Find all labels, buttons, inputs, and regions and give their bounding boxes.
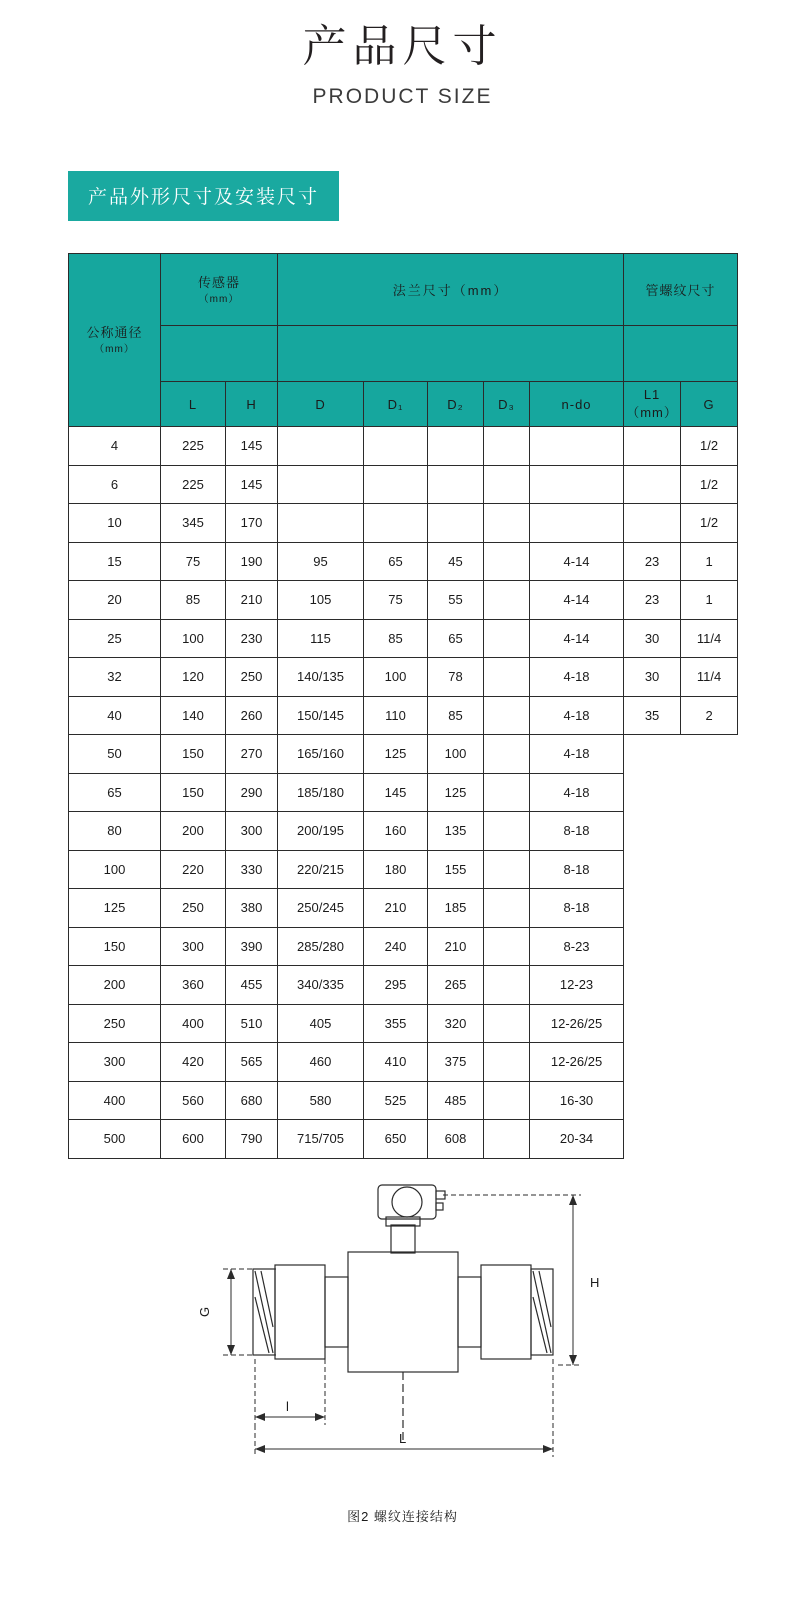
cell-ndo: 8-18 [530, 889, 624, 928]
cell-D3 [484, 889, 530, 928]
cell-D3 [484, 927, 530, 966]
cell-ndo: 4-14 [530, 581, 624, 620]
cell-H: 145 [226, 465, 278, 504]
cell-H: 210 [226, 581, 278, 620]
cell-G [681, 1004, 738, 1043]
cell-L: 75 [161, 542, 226, 581]
table-row [69, 1120, 738, 1159]
cell-D1 [364, 427, 428, 466]
cell-D3 [484, 581, 530, 620]
header-sensor-label: 传感器 [198, 274, 241, 290]
figure-label-diameter: G [196, 1306, 212, 1317]
cell-D1: 145 [364, 773, 428, 812]
cell-D1 [364, 465, 428, 504]
cell-nominal-diameter: 250 [69, 1004, 161, 1043]
cell-D3 [484, 427, 530, 466]
cell-D1: 100 [364, 658, 428, 697]
page-header [0, 0, 805, 109]
cell-nominal-diameter: 20 [69, 581, 161, 620]
cell-H: 170 [226, 504, 278, 543]
cell-D: 285/280 [278, 927, 364, 966]
cell-D1: 525 [364, 1081, 428, 1120]
cell-D1: 650 [364, 1120, 428, 1159]
cell-D: 105 [278, 581, 364, 620]
cell-D2: 55 [428, 581, 484, 620]
cell-nominal-diameter: 65 [69, 773, 161, 812]
cell-G [681, 735, 738, 774]
cell-ndo: 4-18 [530, 773, 624, 812]
threaded-connection-diagram [103, 1177, 703, 1497]
cell-D2 [428, 465, 484, 504]
cell-D3 [484, 773, 530, 812]
cell-D2: 85 [428, 696, 484, 735]
cell-nominal-diameter: 125 [69, 889, 161, 928]
table-row [69, 581, 738, 620]
table-header-row-groups [69, 254, 738, 326]
cell-L1 [624, 504, 681, 543]
cell-nominal-diameter: 4 [69, 427, 161, 466]
header-col-D1: D₁ [364, 382, 428, 427]
cell-G: 1/2 [681, 504, 738, 543]
cell-L: 150 [161, 773, 226, 812]
header-sensor-unit: （mm） [198, 294, 240, 306]
header-col-D: D [278, 382, 364, 427]
cell-D3 [484, 1081, 530, 1120]
cell-L: 600 [161, 1120, 226, 1159]
table-row [69, 812, 738, 851]
cell-D3 [484, 1043, 530, 1082]
cell-L1: 30 [624, 619, 681, 658]
cell-D2: 210 [428, 927, 484, 966]
cell-D1: 180 [364, 850, 428, 889]
cell-G: 1 [681, 542, 738, 581]
cell-H: 790 [226, 1120, 278, 1159]
table-row [69, 1004, 738, 1043]
size-table-container [0, 253, 805, 1159]
cell-ndo: 4-14 [530, 542, 624, 581]
cell-L1 [624, 889, 681, 928]
cell-D: 95 [278, 542, 364, 581]
cell-D3 [484, 504, 530, 543]
cell-L: 400 [161, 1004, 226, 1043]
cell-L: 345 [161, 504, 226, 543]
cell-ndo: 12-26/25 [530, 1043, 624, 1082]
cell-nominal-diameter: 10 [69, 504, 161, 543]
cell-G: 11/4 [681, 658, 738, 697]
cell-D1: 65 [364, 542, 428, 581]
cell-H: 380 [226, 889, 278, 928]
cell-G: 1/2 [681, 427, 738, 466]
cell-nominal-diameter: 150 [69, 927, 161, 966]
figure-label-height: H [589, 1274, 599, 1290]
cell-nominal-diameter: 300 [69, 1043, 161, 1082]
cell-D [278, 465, 364, 504]
cell-G [681, 927, 738, 966]
table-row [69, 966, 738, 1005]
cell-D2: 265 [428, 966, 484, 1005]
cell-D3 [484, 658, 530, 697]
table-row [69, 1043, 738, 1082]
cell-H: 390 [226, 927, 278, 966]
cell-G: 1/2 [681, 465, 738, 504]
cell-H: 230 [226, 619, 278, 658]
table-row [69, 427, 738, 466]
table-head [69, 254, 738, 427]
cell-H: 680 [226, 1081, 278, 1120]
figure-label-total-length: L [398, 1430, 406, 1446]
cell-ndo: 12-26/25 [530, 1004, 624, 1043]
cell-D1: 295 [364, 966, 428, 1005]
cell-H: 330 [226, 850, 278, 889]
cell-D: 140/135 [278, 658, 364, 697]
cell-L1 [624, 1081, 681, 1120]
cell-ndo: 8-23 [530, 927, 624, 966]
cell-L: 360 [161, 966, 226, 1005]
header-col-D3: D₃ [484, 382, 530, 427]
cell-D3 [484, 619, 530, 658]
header-col-G: G [681, 382, 738, 427]
cell-D2: 155 [428, 850, 484, 889]
cell-ndo [530, 427, 624, 466]
header-col-H: H [226, 382, 278, 427]
cell-nominal-diameter: 500 [69, 1120, 161, 1159]
cell-H: 190 [226, 542, 278, 581]
cell-ndo: 8-18 [530, 812, 624, 851]
cell-nominal-diameter: 25 [69, 619, 161, 658]
cell-ndo: 4-14 [530, 619, 624, 658]
table-row [69, 1081, 738, 1120]
cell-D2: 135 [428, 812, 484, 851]
cell-D2: 375 [428, 1043, 484, 1082]
cell-D1: 75 [364, 581, 428, 620]
table-header-row-sub [69, 382, 738, 427]
cell-H: 260 [226, 696, 278, 735]
table-row [69, 619, 738, 658]
cell-ndo: 12-23 [530, 966, 624, 1005]
cell-L1 [624, 1043, 681, 1082]
cell-L: 140 [161, 696, 226, 735]
cell-nominal-diameter: 100 [69, 850, 161, 889]
cell-D: 580 [278, 1081, 364, 1120]
table-header-row-spacer [69, 326, 738, 382]
cell-D: 165/160 [278, 735, 364, 774]
cell-L: 225 [161, 465, 226, 504]
cell-H: 565 [226, 1043, 278, 1082]
cell-D2 [428, 427, 484, 466]
header-spacer-sensor [161, 326, 278, 382]
cell-L1: 23 [624, 542, 681, 581]
header-col-D2: D₂ [428, 382, 484, 427]
cell-D2: 45 [428, 542, 484, 581]
cell-H: 290 [226, 773, 278, 812]
cell-D1: 240 [364, 927, 428, 966]
cell-ndo: 4-18 [530, 735, 624, 774]
cell-G [681, 1043, 738, 1082]
cell-D [278, 504, 364, 543]
cell-G: 1 [681, 581, 738, 620]
cell-D2: 320 [428, 1004, 484, 1043]
table-row [69, 773, 738, 812]
table-row [69, 735, 738, 774]
cell-L: 85 [161, 581, 226, 620]
cell-nominal-diameter: 6 [69, 465, 161, 504]
cell-ndo [530, 504, 624, 543]
cell-L: 150 [161, 735, 226, 774]
cell-G [681, 1081, 738, 1120]
cell-D2: 125 [428, 773, 484, 812]
cell-G [681, 1120, 738, 1159]
header-spacer-thread [624, 326, 738, 382]
cell-H: 300 [226, 812, 278, 851]
figure-container [0, 1177, 805, 1525]
cell-nominal-diameter: 50 [69, 735, 161, 774]
cell-D3 [484, 735, 530, 774]
cell-nominal-diameter: 80 [69, 812, 161, 851]
table-row [69, 850, 738, 889]
cell-L: 200 [161, 812, 226, 851]
cell-H: 510 [226, 1004, 278, 1043]
cell-D3 [484, 542, 530, 581]
cell-D2: 100 [428, 735, 484, 774]
cell-L: 300 [161, 927, 226, 966]
cell-nominal-diameter: 200 [69, 966, 161, 1005]
table-row [69, 696, 738, 735]
cell-G [681, 850, 738, 889]
header-nominal-diameter-unit: （mm） [94, 344, 135, 356]
cell-D3 [484, 1120, 530, 1159]
section-tag-container [0, 171, 805, 221]
cell-D: 460 [278, 1043, 364, 1082]
cell-L1 [624, 927, 681, 966]
cell-L1 [624, 735, 681, 774]
cell-L: 420 [161, 1043, 226, 1082]
cell-nominal-diameter: 15 [69, 542, 161, 581]
cell-H: 145 [226, 427, 278, 466]
header-col-L1: L1（mm） [624, 382, 681, 427]
figure-caption: 图2 螺纹连接结构 [347, 1508, 458, 1524]
header-nominal-diameter-label: 公称通径 [86, 324, 143, 340]
cell-L: 100 [161, 619, 226, 658]
cell-D1: 125 [364, 735, 428, 774]
cell-D: 715/705 [278, 1120, 364, 1159]
header-col-L: L [161, 382, 226, 427]
cell-G: 11/4 [681, 619, 738, 658]
cell-D2: 78 [428, 658, 484, 697]
table-row [69, 658, 738, 697]
cell-L1 [624, 1004, 681, 1043]
cell-D1 [364, 504, 428, 543]
header-thread: 管螺纹尺寸 [624, 254, 738, 326]
cell-H: 250 [226, 658, 278, 697]
cell-H: 455 [226, 966, 278, 1005]
cell-L1 [624, 773, 681, 812]
cell-D2 [428, 504, 484, 543]
cell-G [681, 773, 738, 812]
cell-G: 2 [681, 696, 738, 735]
cell-ndo: 20-34 [530, 1120, 624, 1159]
cell-D: 200/195 [278, 812, 364, 851]
cell-D: 115 [278, 619, 364, 658]
cell-D1: 110 [364, 696, 428, 735]
cell-L: 225 [161, 427, 226, 466]
cell-D3 [484, 696, 530, 735]
header-nominal-diameter [69, 254, 161, 427]
cell-G [681, 966, 738, 1005]
cell-D3 [484, 850, 530, 889]
cell-L1: 23 [624, 581, 681, 620]
cell-L: 220 [161, 850, 226, 889]
cell-ndo: 8-18 [530, 850, 624, 889]
cell-D3 [484, 966, 530, 1005]
cell-D2: 608 [428, 1120, 484, 1159]
cell-L1 [624, 465, 681, 504]
cell-D: 150/145 [278, 696, 364, 735]
cell-D: 340/335 [278, 966, 364, 1005]
cell-nominal-diameter: 32 [69, 658, 161, 697]
cell-D3 [484, 812, 530, 851]
product-size-table [68, 253, 738, 1159]
cell-nominal-diameter: 40 [69, 696, 161, 735]
header-sensor [161, 254, 278, 326]
table-row [69, 889, 738, 928]
cell-L1: 35 [624, 696, 681, 735]
page-title: 产品尺寸 [302, 22, 503, 71]
cell-ndo: 4-18 [530, 696, 624, 735]
cell-L: 560 [161, 1081, 226, 1120]
cell-D3 [484, 1004, 530, 1043]
cell-nominal-diameter: 400 [69, 1081, 161, 1120]
cell-ndo: 4-18 [530, 658, 624, 697]
section-tag: 产品外形尺寸及安装尺寸 [68, 171, 339, 221]
cell-D2: 65 [428, 619, 484, 658]
table-row [69, 504, 738, 543]
cell-L1 [624, 966, 681, 1005]
cell-D: 250/245 [278, 889, 364, 928]
table-row [69, 927, 738, 966]
table-body [69, 427, 738, 1159]
cell-D2: 485 [428, 1081, 484, 1120]
header-flange: 法兰尺寸（mm） [278, 254, 624, 326]
cell-D1: 210 [364, 889, 428, 928]
cell-D: 220/215 [278, 850, 364, 889]
cell-ndo [530, 465, 624, 504]
cell-G [681, 889, 738, 928]
cell-D1: 410 [364, 1043, 428, 1082]
cell-ndo: 16-30 [530, 1081, 624, 1120]
cell-D2: 185 [428, 889, 484, 928]
header-spacer-flange [278, 326, 624, 382]
cell-L1 [624, 850, 681, 889]
cell-G [681, 812, 738, 851]
cell-L1 [624, 812, 681, 851]
cell-D: 405 [278, 1004, 364, 1043]
cell-H: 270 [226, 735, 278, 774]
cell-L1 [624, 427, 681, 466]
header-col-ndo: n-do [530, 382, 624, 427]
cell-L1 [624, 1120, 681, 1159]
table-row [69, 465, 738, 504]
cell-L1: 30 [624, 658, 681, 697]
cell-D: 185/180 [278, 773, 364, 812]
cell-D1: 85 [364, 619, 428, 658]
cell-D [278, 427, 364, 466]
cell-D1: 355 [364, 1004, 428, 1043]
figure-label-short-length: l [285, 1398, 289, 1414]
cell-L: 120 [161, 658, 226, 697]
cell-D1: 160 [364, 812, 428, 851]
page-subtitle: PRODUCT SIZE [312, 85, 493, 109]
cell-L: 250 [161, 889, 226, 928]
table-row [69, 542, 738, 581]
cell-D3 [484, 465, 530, 504]
